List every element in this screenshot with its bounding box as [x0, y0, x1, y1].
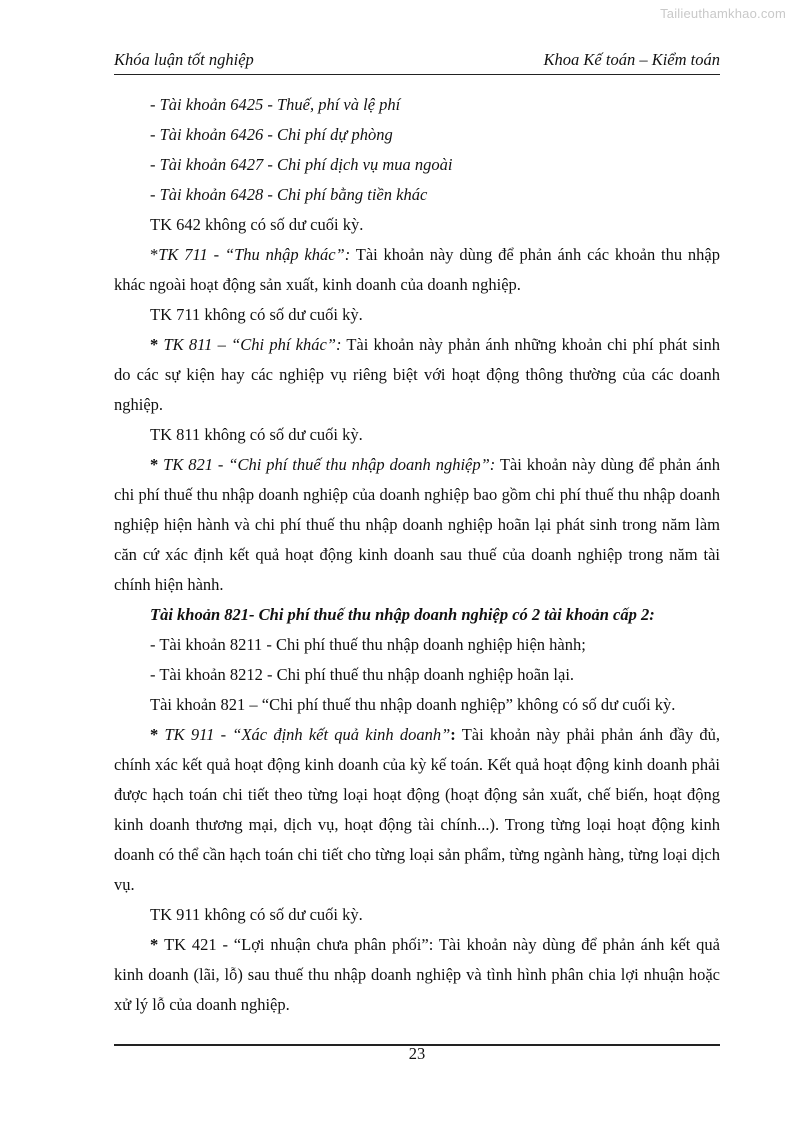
account-item-8212: - Tài khoản 8212 - Chi phí thuế thu nhập doanh nghiệp hoãn lại. — [150, 665, 575, 684]
tk911-balance-note: TK 911 không có số dư cuối kỳ. — [150, 905, 363, 924]
header-thesis-label: Khóa luận tốt nghiệp — [114, 50, 254, 69]
page-header — [114, 48, 720, 74]
tk821-paragraph — [114, 450, 720, 600]
tk821-title: TK 821 - “Chi phí thuế thu nhập doanh nghiệp”: — [163, 455, 496, 474]
header-faculty-label: Khoa Kế toán – Kiểm toán — [543, 50, 720, 69]
tk811-paragraph — [114, 330, 720, 420]
tk711-text: Tài khoản này dùng để phản ánh các khoản thu nhập khác ngoài hoạt động sản xuất, kinh doanh của doanh nghiệp. — [114, 245, 721, 294]
tk642-balance-note: TK 642 không có số dư cuối kỳ. — [150, 215, 364, 234]
page-body — [114, 90, 720, 1020]
account-item-6425: - Tài khoản 6425 - Thuế, phí và lệ phí — [150, 95, 401, 114]
tk911-bullet: * — [150, 725, 165, 744]
tk811-bullet: * — [150, 335, 164, 354]
account-item-6428: - Tài khoản 6428 - Chi phí bằng tiền khác — [150, 185, 428, 204]
account-item-8211: - Tài khoản 8211 - Chi phí thuế thu nhập doanh nghiệp hiện hành; — [150, 635, 586, 654]
tk811-text: Tài khoản này phản ánh những khoản chi phí phát sinh do các sự kiện hay các nghiệp vụ riêng biệt với hoạt động thông thường của các doanh nghiệp. — [114, 335, 720, 414]
tk421-paragraph — [114, 930, 720, 1020]
tk821-bullet: * — [150, 455, 164, 474]
tk811-balance-note: TK 811 không có số dư cuối kỳ. — [150, 425, 363, 444]
tk711-bullet: * — [150, 245, 159, 264]
tk811-title: TK 811 – “Chi phí khác”: — [163, 335, 342, 354]
tk911-colon: : — [450, 725, 456, 744]
tk821-subaccounts-heading: Tài khoản 821- Chi phí thuế thu nhập doanh nghiệp có 2 tài khoản cấp 2: — [150, 605, 655, 624]
page-number: 23 — [408, 1044, 426, 1063]
tk421-bullet: * — [150, 935, 165, 954]
account-item-6426: - Tài khoản 6426 - Chi phí dự phòng — [150, 125, 393, 144]
tk421-text: TK 421 - “Lợi nhuận chưa phân phối”: Tài khoản này dùng để phản ánh kết quả kinh doanh (lãi, lỗ) sau thuế thu nhập doanh nghiệp và tình hình phân chia lợi nhuận hoặc xử lý lỗ của doanh nghiệp. — [114, 935, 721, 1014]
tk911-title: TK 911 - “Xác định kết quả kinh doanh” — [164, 725, 451, 744]
tk821-balance-note: Tài khoản 821 – “Chi phí thuế thu nhập doanh nghiệp” không có số dư cuối kỳ. — [150, 695, 676, 714]
tk711-title: TK 711 - “Thu nhập khác”: — [158, 245, 351, 264]
tk711-balance-note: TK 711 không có số dư cuối kỳ. — [150, 305, 363, 324]
tk911-text: Tài khoản này phải phản ánh đầy đủ, chính xác kết quả hoạt động kinh doanh của kỳ kế toán. Kết quả hoạt động kinh doanh phải được hạch toán chi tiết theo từng loại hoạt động (hoạt động sản xuất, chế biến, hoạt động kinh doanh thương mại, dịch vụ, hoạt động tài chính...). Trong từng loại hoạt động kinh doanh có thể cần hạch toán chi tiết cho từng loại sản phẩm, từng ngành hàng, từng loại dịch vụ. — [114, 725, 721, 894]
tk911-paragraph — [114, 720, 720, 900]
tk821-text: Tài khoản này dùng để phản ánh chi phí thuế thu nhập doanh nghiệp của doanh nghiệp bao gồm chi phí thuế thu nhập doanh nghiệp hiện hành và chi phí thuế thu nhập doanh nghiệp hoãn lại phát sinh trong năm làm căn cứ xác định kết quả hoạt động kinh doanh sau thuế của doanh nghiệp trong năm tài chính hiện hành. — [114, 455, 721, 594]
watermark: Tailieuthamkhao.com — [660, 6, 786, 21]
tk711-paragraph — [114, 240, 720, 300]
header-divider — [114, 74, 720, 75]
account-item-6427: - Tài khoản 6427 - Chi phí dịch vụ mua ngoài — [150, 155, 453, 174]
